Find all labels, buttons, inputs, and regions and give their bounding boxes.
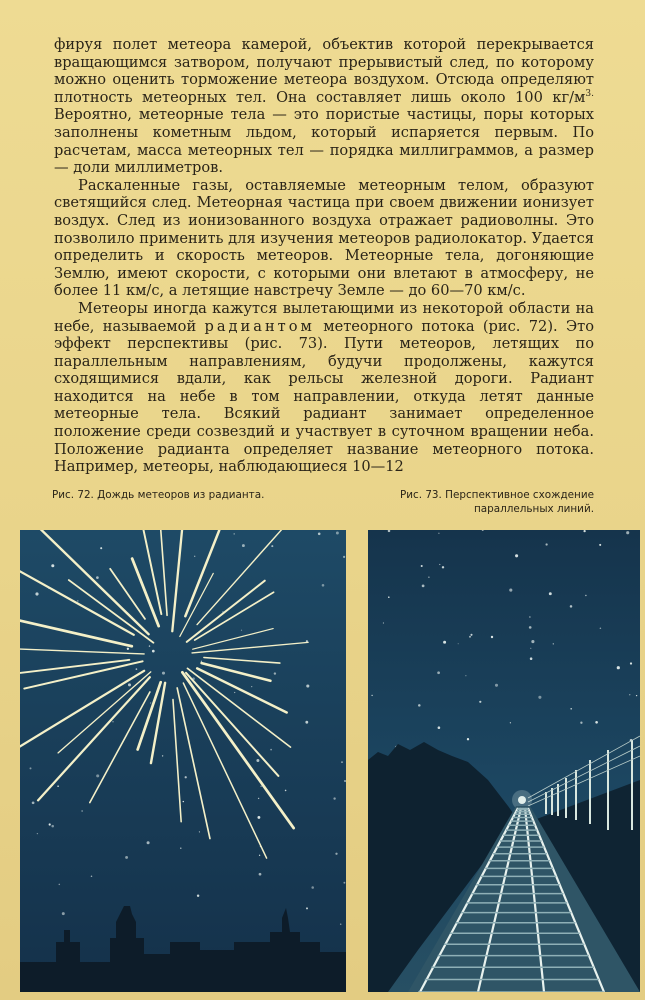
star [285,790,287,792]
figure-72-caption: Рис. 72. Дождь метеоров из радианта. [52,489,265,501]
star [77,600,79,602]
star [553,643,554,644]
star [199,831,200,832]
star [81,752,82,753]
star [260,786,261,787]
star [428,577,429,578]
star [418,704,421,707]
star [340,923,341,924]
star [270,749,272,751]
star [469,636,471,638]
star [322,584,325,587]
star [233,533,235,535]
star [49,823,51,825]
star [479,701,481,703]
star [149,645,150,646]
star [443,641,446,644]
star [32,801,35,804]
star [128,683,131,686]
star [51,825,54,828]
star [549,592,552,595]
star [259,873,262,876]
star [467,738,469,740]
star [458,643,459,644]
star [180,848,181,849]
star [48,588,49,589]
star [62,912,65,915]
star [147,841,150,844]
star [241,630,242,631]
star [192,677,195,680]
star [583,530,585,532]
star [570,605,573,608]
star [333,797,335,799]
star [96,576,99,579]
star [529,616,530,617]
star [81,810,82,811]
star [306,640,308,642]
star [530,657,533,660]
star [388,596,390,598]
paragraph-3 [54,300,594,476]
star [595,721,598,724]
star [311,886,314,889]
star [491,636,493,638]
star [127,648,129,650]
star [91,875,93,877]
body-text [54,36,594,476]
star [636,695,637,696]
star [194,556,195,557]
star [371,695,372,696]
star [201,661,202,662]
figure-72-meteor-shower [20,530,346,992]
star [600,628,602,630]
star [183,801,184,802]
star [437,671,440,674]
star [258,798,259,799]
radiant-term: радиантом [204,317,315,335]
star [125,856,128,859]
paragraph-1-text: фируя полет метеора камерой, объектив которой перекрывается вращающимся затвором, получают прерывистый след, по которому можно оценить торможение метеора воздухом. Отсюда определяют плотность метеорных тел. Она составляет лишь около 100 кг/м [54,36,594,106]
star [383,622,384,623]
paragraph-1-continued: Вероятно, метеорные тела — это пористые частицы, поры которых заполнены кометным льдом, который испаряется первым. По расчетам, масса метеорных тел — порядка миллиграммов, а размер — доли миллиметров. [54,106,594,177]
star [271,545,273,547]
star [30,767,32,769]
paragraph-3-rest: метеорного потока (рис. 72). Это эффект перспективы (рис. 73). Пути метеоров, летящих по параллельным направлениям, будучи продолжены, кажутся сходящимися вдали, как рельсы железной дороги. Радиант находится на небе в том направлении, откуда летят данные метеорные тела. Всякий радиант занимает определенное положение среди созвездий и участвует в суточном вращении неба. Положение радианта определяет название метеорного потока. Например, метеоры, наблюдающиеся 10—12 [54,317,595,476]
star [151,759,152,760]
star [335,853,337,855]
star [438,533,439,534]
star [442,566,444,568]
star [336,532,339,535]
star [256,759,259,762]
cubic-exponent: 3. [585,88,594,99]
star [509,589,512,592]
meteor-shower-illustration [20,530,346,992]
star [629,694,630,695]
star [57,785,59,787]
figure-73-caption: Рис. 73. Перспективное схождение параллельных линий. [399,489,594,515]
star [495,684,498,687]
star [35,592,38,595]
star [37,833,38,834]
railway-illustration [368,530,640,992]
star [222,611,224,613]
star [470,634,472,636]
star [251,686,252,687]
star [343,556,345,558]
star [530,648,531,649]
star [439,564,440,565]
star [112,721,113,722]
star [630,662,632,664]
star [626,531,629,534]
star [341,761,343,763]
star [96,774,99,777]
star [438,726,441,729]
star [585,595,586,596]
star [242,544,245,547]
star [306,907,308,909]
star [617,666,620,669]
star [185,776,187,778]
star [570,708,572,710]
star [162,755,163,756]
star [274,672,276,674]
star [197,895,199,897]
star [515,554,518,557]
star [422,585,425,588]
star [465,675,466,676]
paragraph-2: Раскаленные газы, оставляемые метеорным телом, образуют светящийся след. Метеорная частица при своем движении ионизует воздух. След из ионизованного воздуха отражает радиоволны. Это позволило применить для изучения метеоров радиолокатор. Удается определить и скорость метеоров. Метеорные тела, догоняющие Землю, имеют скорости, с которыми они влетают в атмосферу, не более 11 км/с, а летящие навстречу Земле — до 60—70 км/с. [54,176,594,300]
star [152,650,155,653]
star [150,702,151,703]
star [318,533,321,536]
star [51,564,54,567]
star [529,626,532,629]
star [344,780,346,782]
star [259,855,260,856]
star [306,684,309,687]
star [510,722,511,723]
paragraph-1 [54,36,594,177]
star [421,565,423,567]
star [260,846,261,847]
star [136,668,138,670]
star [599,544,601,546]
star [531,640,534,643]
figure-73-railway [368,530,640,992]
star [343,882,345,884]
star [234,692,235,693]
star [545,543,547,545]
star [305,721,308,724]
star [162,672,165,675]
star [538,696,541,699]
star [100,547,102,549]
star [257,816,260,819]
star [59,884,61,886]
star [580,722,582,724]
paragraph-3-start: Метеоры иногда кажутся вылетающими из некоторой области на небе, называемой [54,299,594,335]
